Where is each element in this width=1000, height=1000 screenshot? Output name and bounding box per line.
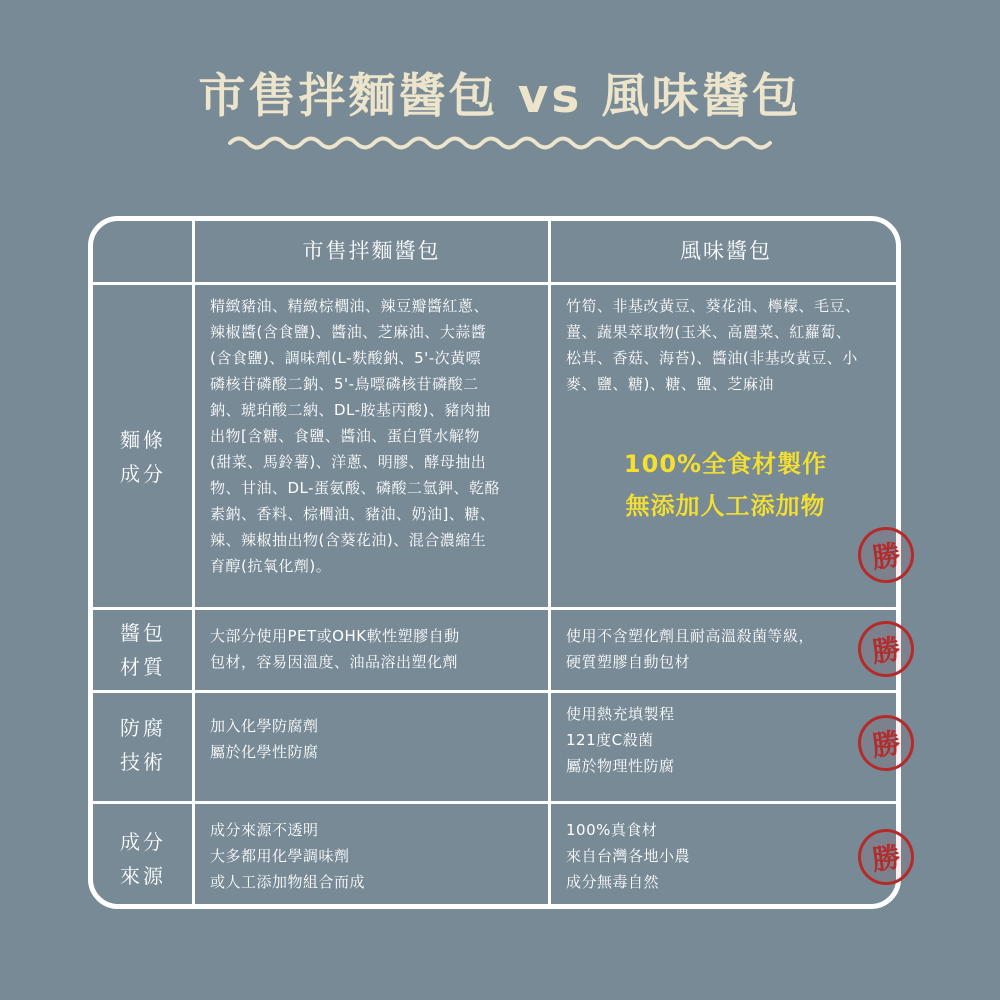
win-stamp-icon: 勝 [854, 711, 917, 774]
win-stamp-icon: 勝 [854, 617, 917, 680]
row-label-ingredients: 麵條 成分 [120, 428, 166, 486]
ingredients-left: 精緻豬油、精緻棕櫚油、辣豆瓣醬紅蔥、 辣椒醬(含食鹽)、醬油、芝麻油、大蒜醬 (含食鹽)、調味劑(L-麩酸鈉、5'-次黃嘌 磷核苷磷酸二鈉、5'-鳥嘌磷核苷磷酸二 鈉、琥珀酸二納、DL-胺基丙酸)、豬肉抽 出物[含糖、食鹽、醬油、蛋白質水解物 (甜菜、馬鈴薯)、洋蔥、明膠、酵母抽出 物、甘油、DL-蛋氨酸、磷酸二氫鉀、乾酪 素鈉、香料、棕櫚油、豬油、奶油]、糖、 辣、辣椒抽出物(含葵花油)、混合濃縮生 育醇(抗氧化劑)。 [210, 297, 501, 575]
row-divider [93, 282, 896, 285]
source-left: 成分來源不透明 大多都用化學調味劑 或人工添加物組合而成 [210, 821, 366, 891]
row-label-preservation: 防腐 技術 [120, 716, 166, 774]
material-left: 大部分使用PET或OHK軟性塑膠自動 包材，容易因溫度、油品溶出塑化劑 [210, 627, 460, 671]
win-stamp-icon: 勝 [854, 825, 917, 888]
row-divider [93, 690, 896, 693]
wave-line [230, 139, 770, 148]
highlight-claim: 100%全食材製作 無添加人工添加物 [623, 450, 828, 520]
row-divider [93, 607, 896, 610]
row-label-material: 醬包 材質 [120, 621, 166, 679]
comparison-table [88, 216, 901, 909]
preservation-left: 加入化學防腐劑 屬於化學性防腐 [210, 717, 319, 761]
win-stamp-icon: 勝 [854, 523, 917, 586]
header-right: 風味醬包 [680, 239, 772, 263]
material-right: 使用不含塑化劑且耐高溫殺菌等級， 硬質塑膠自動包材 [566, 627, 815, 671]
ingredients-right: 竹筍、非基改黃豆、葵花油、檸檬、毛豆、 薑、蔬果萃取物(玉米、高麗菜、紅蘿蔔、 松茸、香菇、海苔)、醬油(非基改黃豆、小 麥、鹽、糖)、糖、鹽、芝麻油 [566, 297, 861, 393]
page-title: 市售拌麵醬包 vs 風味醬包 [198, 69, 802, 124]
row-label-source: 成分 來源 [120, 830, 166, 888]
preservation-right: 使用熱充填製程 121度C殺菌 屬於物理性防腐 [566, 705, 675, 775]
source-right: 100%真食材 來自台灣各地小農 成分無毒自然 [566, 821, 691, 891]
wave-divider [228, 132, 772, 154]
header-left: 市售拌麵醬包 [302, 239, 441, 263]
row-divider [93, 801, 896, 804]
